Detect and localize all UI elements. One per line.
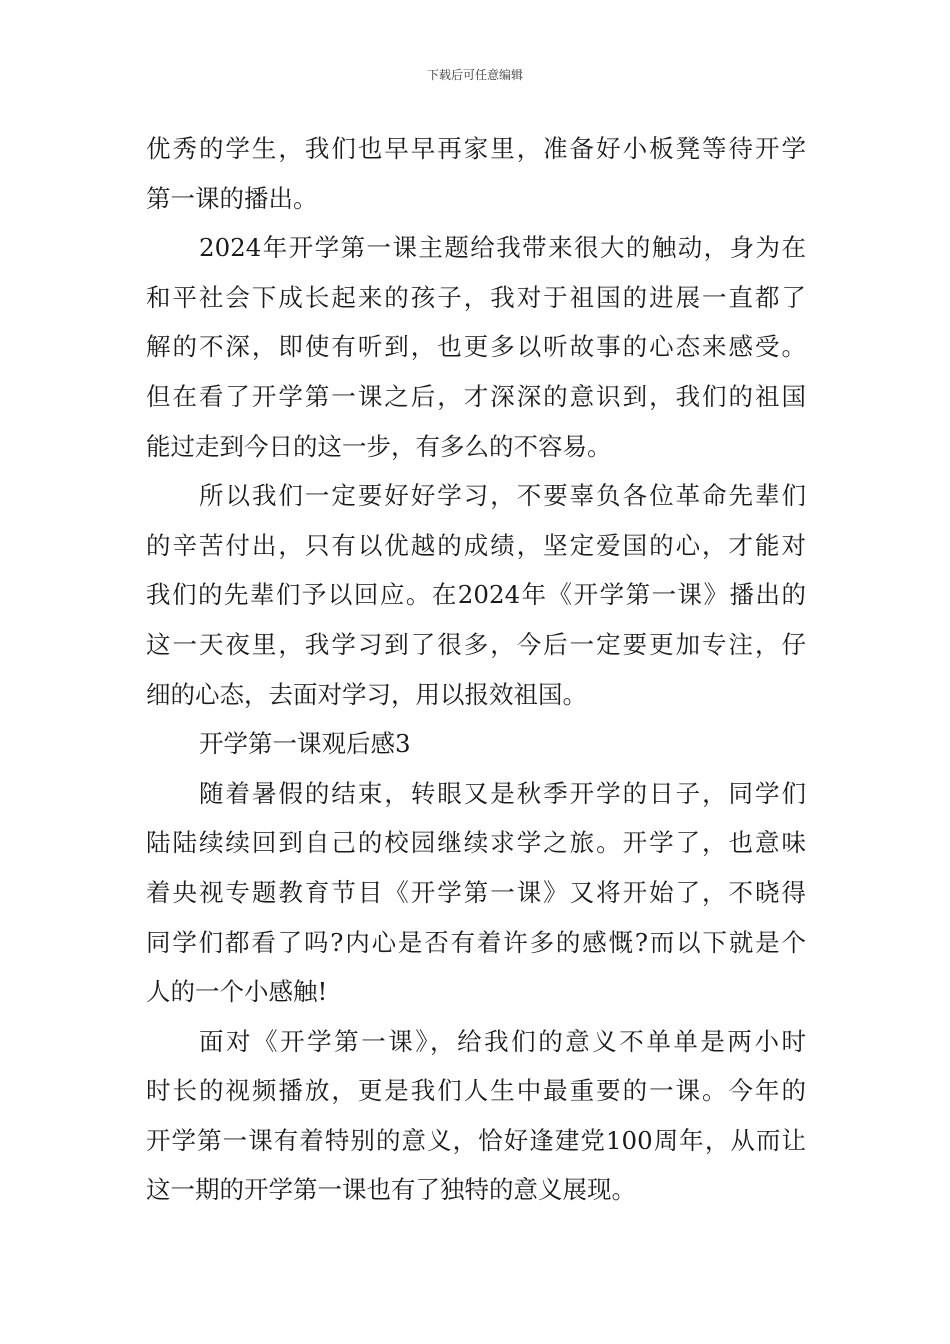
text-line: 优秀的学生，我们也早早再家里，准备好小板凳等待开学	[146, 134, 806, 163]
text-line: 着央视专题教育节目《开学第一课》又将开始了，不晓得	[146, 877, 806, 907]
section-heading: 开学第一课观后感3	[199, 729, 411, 759]
text-line: 但在看了开学第一课之后，才深深的意识到，我们的祖国	[146, 381, 806, 411]
document-body	[146, 124, 806, 1215]
text-line: 能过走到今日的这一步，有多么的不容易。	[146, 431, 612, 461]
text-line: 的辛苦付出，只有以优越的成绩，坚定爱国的心，才能对	[146, 530, 806, 560]
paragraph-first-line: 所以我们一定要好好学习，不要辜负各位革命先辈们	[199, 481, 806, 511]
text-line: 同学们都看了吗?内心是否有着许多的感慨?而以下就是个	[146, 927, 806, 957]
text-line: 我们的先辈们予以回应。在2024年《开学第一课》播出的	[146, 580, 806, 610]
paragraph-first-line: 随着暑假的结束，转眼又是秋季开学的日子，同学们	[199, 778, 806, 808]
text-line: 这一天夜里，我学习到了很多，今后一定要更加专注，仔	[146, 629, 806, 659]
text-line: 开学第一课有着特别的意义，恰好逢建党100周年，从而让	[146, 1125, 806, 1155]
text-line: 时长的视频播放，更是我们人生中最重要的一课。今年的	[146, 1076, 806, 1106]
text-line: 和平社会下成长起来的孩子，我对于祖国的进展一直都了	[146, 282, 806, 312]
text-line: 人的一个小感触!	[146, 977, 328, 1007]
paragraph-first-line: 面对《开学第一课》，给我们的意义不单单是两小时	[199, 1026, 806, 1056]
text-line: 解的不深，即使有听到，也更多以听故事的心态来感受。	[146, 332, 806, 362]
paragraph-first-line: 2024年开学第一课主题给我带来很大的触动，身为在	[199, 233, 806, 263]
page-header: 下载后可任意编辑	[426, 68, 523, 82]
text-line: 这一期的开学第一课也有了独特的意义展现。	[146, 1175, 636, 1205]
text-line: 细的心态，去面对学习，用以报效祖国。	[146, 679, 587, 709]
text-line: 第一课的播出。	[146, 183, 318, 213]
text-line: 陆陆续续回到自己的校园继续求学之旅。开学了，也意味	[146, 828, 806, 858]
